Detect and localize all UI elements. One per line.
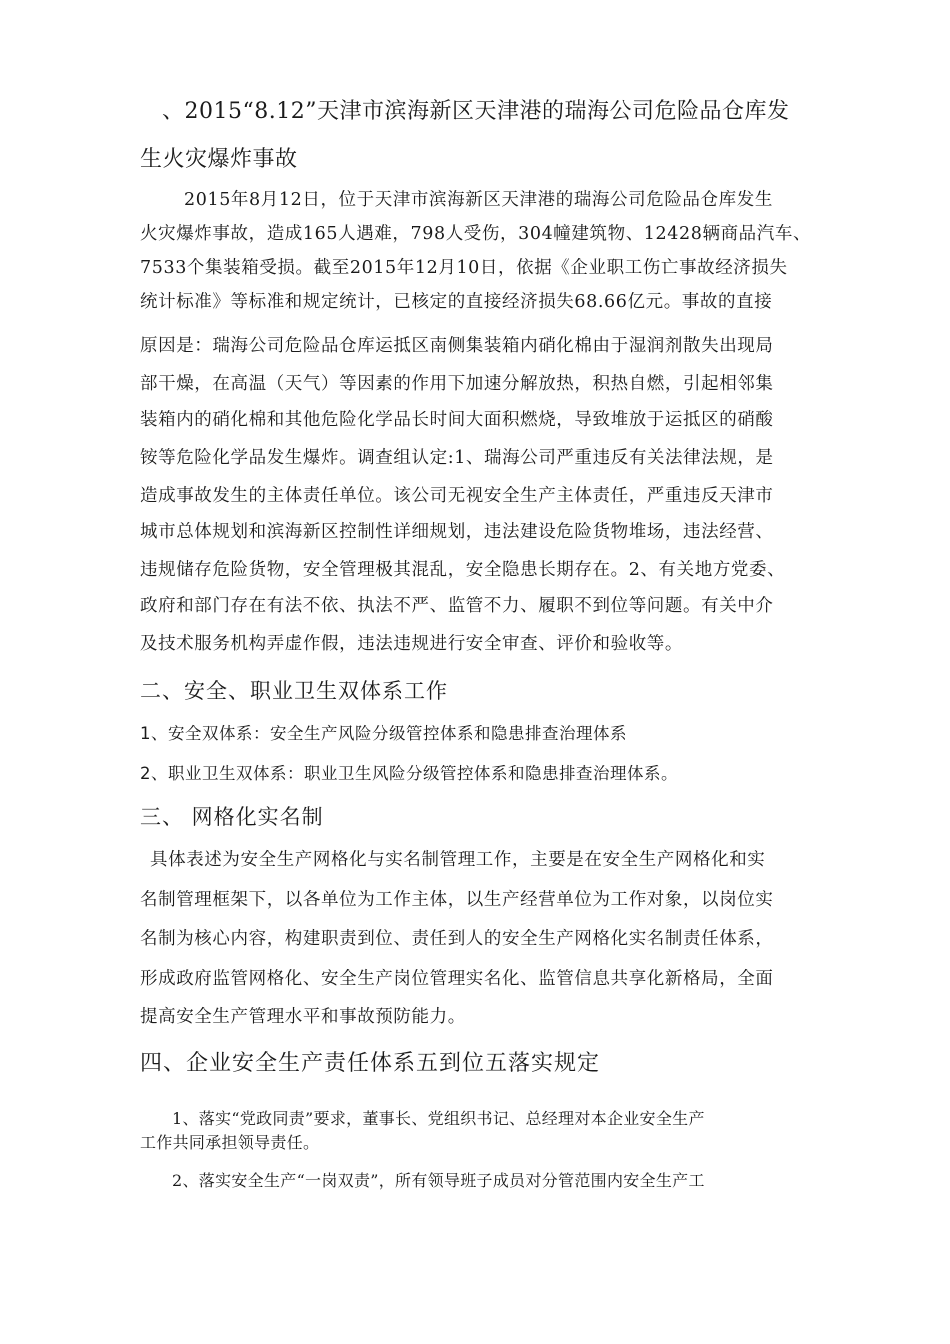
section1-body-line: 政府和部门存在有法不依、执法不严、监管不力、履职不到位等问题。有关中介	[140, 596, 774, 616]
section1-body-line: 原因是：瑞海公司危险品仓库运抵区南侧集装箱内硝化棉由于湿润剂散失出现局	[140, 336, 774, 356]
section2-title: 二、安全、职业卫生双体系工作	[140, 679, 448, 703]
section2-item: 1、安全双体系：安全生产风险分级管控体系和隐患排查治理体系	[140, 724, 627, 743]
section1-body-line: 铵等危险化学品发生爆炸。调查组认定:1、瑞海公司严重违反有关法律法规，是	[140, 448, 774, 468]
section1-body-line: 城市总体规划和滨海新区控制性详细规划，违法建设危险货物堆场，违法经营、	[140, 522, 774, 542]
section3-body-line: 名制管理框架下，以各单位为工作主体，以生产经营单位为工作对象，以岗位实	[140, 890, 774, 910]
section1-body-line: 及技术服务机构弄虚作假，违法违规进行安全审查、评价和验收等。	[140, 634, 683, 654]
section2-item: 2、职业卫生双体系：职业卫生风险分级管控体系和隐患排查治理体系。	[140, 764, 678, 783]
section1-body-line: 2015年8月12日，位于天津市滨海新区天津港的瑞海公司危险品仓库发生	[184, 190, 773, 210]
section1-body-line: 装箱内的硝化棉和其他危险化学品长时间大面积燃烧，导致堆放于运抵区的硝酸	[140, 410, 774, 430]
section3-body-line: 提高安全生产管理水平和事故预防能力。	[140, 1007, 466, 1027]
section3-body-line: 具体表述为安全生产网格化与实名制管理工作，主要是在安全生产网格化和实	[150, 850, 766, 870]
section4-item-line: 1、落实“党政同责”要求，董事长、党组织书记、总经理对本企业安全生产	[172, 1109, 705, 1128]
section1-body-line: 火灾爆炸事故，造成165人遇难，798人受伤，304幢建筑物、12428辆商品汽车、	[140, 224, 812, 244]
section3-body-line: 名制为核心内容，构建职责到位、责任到人的安全生产网格化实名制责任体系，	[140, 929, 774, 949]
section3-title: 三、 网格化实名制	[140, 805, 324, 829]
section1-body-line: 7533个集装箱受损。截至2015年12月10日，依据《企业职工伤亡事故经济损失	[140, 258, 788, 278]
section1-body-line: 部干燥，在高温（天气）等因素的作用下加速分解放热，积热自燃，引起相邻集	[140, 374, 774, 394]
section4-title: 四、企业安全生产责任体系五到位五落实规定	[140, 1051, 601, 1076]
section4-item-line: 2、落实安全生产“一岗双责”，所有领导班子成员对分管范围内安全生产工	[172, 1171, 705, 1190]
section1-title-line-2: 生火灾爆炸事故	[140, 147, 298, 172]
section3-body-line: 形成政府监管网格化、安全生产岗位管理实名化、监管信息共享化新格局，全面	[140, 969, 774, 989]
section1-title-line-1: 、2015“8.12”天津市滨海新区天津港的瑞海公司危险品仓库发	[162, 99, 790, 124]
section4-item-line: 工作共同承担领导责任。	[140, 1133, 320, 1152]
section1-body-line: 造成事故发生的主体责任单位。该公司无视安全生产主体责任，严重违反天津市	[140, 486, 774, 506]
section1-body-line: 统计标准》等标准和规定统计，已核定的直接经济损失68.66亿元。事故的直接	[140, 292, 773, 312]
section1-body-line: 违规储存危险货物，安全管理极其混乱，安全隐患长期存在。2、有关地方党委、	[140, 560, 786, 580]
